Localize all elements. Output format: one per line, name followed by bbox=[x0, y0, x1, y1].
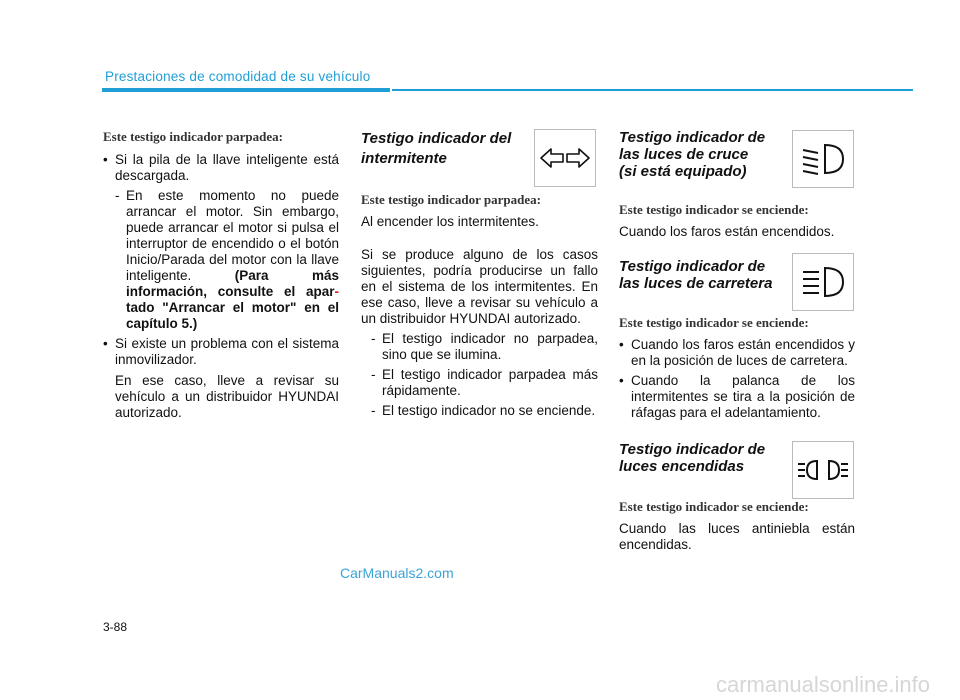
list-item bbox=[115, 188, 339, 332]
list-item: • Cuando los faros están encendidos y en la posición de luces de carretera. bbox=[619, 337, 855, 369]
list-item bbox=[103, 336, 339, 421]
site-watermark: carmanualsonline.info bbox=[716, 672, 931, 697]
low-beam-title-block bbox=[619, 129, 855, 189]
col2-text1: Al encender los intermitentes. bbox=[361, 214, 539, 229]
high-beam-title bbox=[619, 258, 784, 292]
lights-on-heading: Este testigo indicador se enciende: bbox=[619, 499, 809, 514]
col1-bullet2-followup: En ese caso, lleve a revisar su vehículo a un distribuidor HYUNDAI autorizado. bbox=[115, 373, 339, 420]
high-beam-heading: Este testigo indicador se enciende: bbox=[619, 315, 809, 330]
col1-bullet-list bbox=[103, 152, 339, 421]
col1-dash1-bold-b: tado "Arrancar el motor" en el capítulo 5.) bbox=[126, 300, 339, 331]
col1-heading: Este testigo indicador parpadea: bbox=[103, 129, 283, 144]
high-beam-bullet-list bbox=[619, 337, 855, 421]
lights-on-text: Cuando las luces antiniebla están encendidas. bbox=[619, 521, 855, 552]
low-beam-heading: Este testigo indicador se enciende: bbox=[619, 202, 809, 217]
high-beam-title-block bbox=[619, 258, 855, 316]
low-beam-title-line1: Testigo indicador de bbox=[619, 129, 766, 146]
turn-signal-arrows-icon bbox=[534, 129, 596, 187]
list-item: • Cuando la palanca de los intermitentes se tira a la posición de ráfagas para el adelantamiento. bbox=[619, 373, 855, 421]
lights-on-title-line2: luces encendidas bbox=[619, 458, 745, 475]
low-beam-icon bbox=[792, 130, 854, 188]
page-number: 3-88 bbox=[103, 620, 128, 634]
lights-on-title-line1: Testigo indicador de bbox=[619, 441, 766, 458]
list-item bbox=[103, 152, 339, 332]
lights-on-title bbox=[619, 441, 784, 475]
col2-title bbox=[361, 129, 521, 169]
low-beam-text: Cuando los faros están encendidos. bbox=[619, 224, 835, 239]
col2-title-block bbox=[361, 129, 598, 189]
col2-dash-list bbox=[361, 331, 598, 419]
col1-dash-list bbox=[115, 188, 339, 332]
high-beam-icon bbox=[792, 253, 854, 311]
watermark-link[interactable]: CarManuals2.com bbox=[340, 565, 454, 581]
list-item: - El testigo indicador parpadea más rápidamente. bbox=[371, 367, 598, 399]
header-rule-light bbox=[392, 89, 913, 91]
high-beam-title-line1: Testigo indicador de bbox=[619, 258, 766, 275]
low-beam-title bbox=[619, 129, 784, 180]
col1-dash1-hyphen: - bbox=[334, 284, 339, 299]
high-beam-title-line2: las luces de carretera bbox=[619, 275, 773, 292]
position-lights-icon bbox=[792, 441, 854, 499]
lights-on-title-block bbox=[619, 441, 855, 499]
list-item: - El testigo indicador no se enciende. bbox=[371, 403, 598, 419]
section-title: Prestaciones de comodidad de su vehículo bbox=[105, 69, 371, 84]
col2-heading: Este testigo indicador parpadea: bbox=[361, 192, 541, 207]
column-3 bbox=[619, 129, 855, 553]
col2-text2: Si se produce alguno de los casos siguientes, podría producirse un fallo en el sistema de los intermitentes. En ese caso, lleve a revisar su vehículo a un distribuidor HYUNDAI autorizado. bbox=[361, 247, 598, 326]
col1-dash1-text: En este momento no puede arrancar el motor. Sin embargo, puede arrancar el motor si pulsa el interruptor de encendido o el botón Inicio/Parada del motor con la llave inteligente. bbox=[126, 188, 339, 283]
column-1 bbox=[103, 129, 339, 421]
column-2 bbox=[361, 129, 598, 419]
col1-bullet2: Si existe un problema con el sistema inmovilizador. bbox=[115, 336, 339, 367]
col2-title-line1: Testigo indicador del bbox=[361, 130, 512, 147]
col2-title-line2: intermitente bbox=[361, 150, 447, 167]
col1-bullet1: Si la pila de la llave inteligente está descargada. bbox=[115, 152, 339, 183]
header-rule-dark bbox=[102, 88, 390, 92]
col1-dash1-bold-a: (Para más información, consulte el apar bbox=[126, 268, 339, 299]
low-beam-title-line2: las luces de cruce bbox=[619, 146, 749, 163]
low-beam-title-line3: (si está equipado) bbox=[619, 163, 747, 180]
list-item: - El testigo indicador no parpadea, sino que se ilumina. bbox=[371, 331, 598, 363]
